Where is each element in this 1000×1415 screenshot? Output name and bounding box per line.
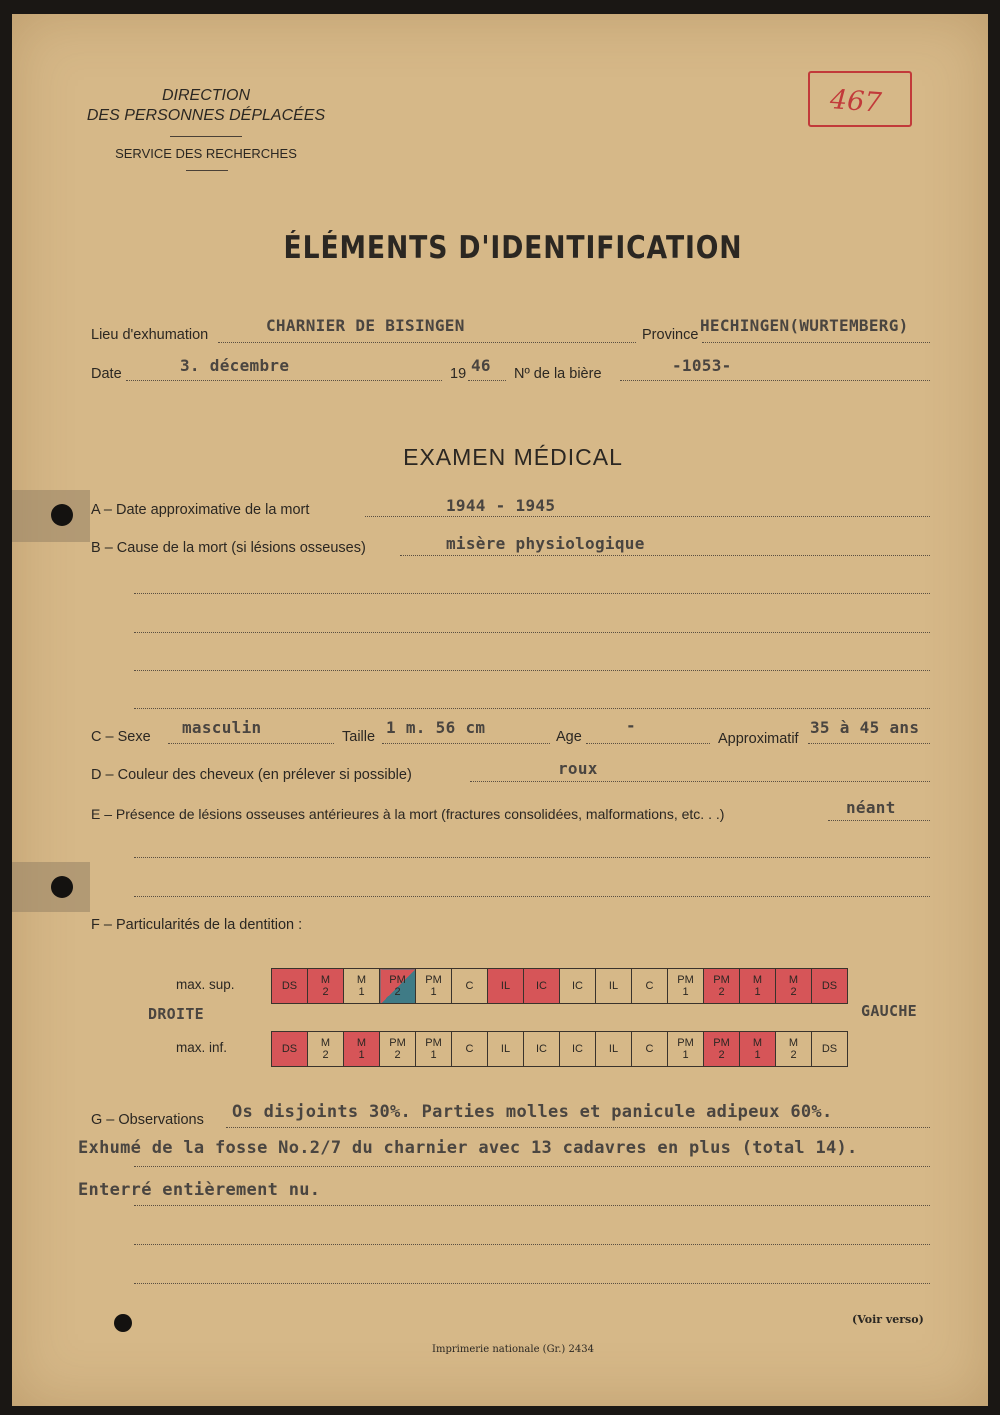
obs-line (226, 1127, 930, 1128)
taille-line (382, 743, 550, 744)
year-value: 46 (471, 356, 491, 375)
tooth-cell: PM 2 (380, 969, 416, 1004)
blank-line (134, 632, 930, 633)
lieu-value: CHARNIER DE BISINGEN (266, 316, 465, 335)
section-e-value: néant (846, 798, 896, 817)
lieu-label: Lieu d'exhumation (91, 327, 209, 343)
tooth-cell: PM 1 (416, 969, 452, 1004)
section-f-label: F – Particularités de la dentition : (91, 917, 303, 933)
section-a-value: 1944 - 1945 (446, 496, 556, 515)
section-b-value: misère physiologique (446, 534, 645, 553)
stamp-number: 467 (828, 84, 883, 119)
gauche-label: GAUCHE (861, 1002, 917, 1020)
tooth-cell: DS (812, 969, 848, 1004)
obs-line (134, 1205, 930, 1206)
section-g-label: G – Observations (91, 1112, 204, 1128)
biere-label: Nº de la bière (514, 366, 602, 382)
exam-title: EXAMEN MÉDICAL (403, 444, 623, 470)
tooth-cell: PM 1 (668, 969, 704, 1004)
droite-label: DROITE (148, 1005, 204, 1023)
section-d-value: roux (558, 759, 598, 778)
tooth-cell: M 1 (740, 1032, 776, 1067)
tooth-cell: PM 2 (380, 1032, 416, 1067)
tooth-cell: C (452, 969, 488, 1004)
blank-line (134, 708, 930, 709)
province-line (702, 342, 930, 343)
tooth-cell: M 1 (344, 1032, 380, 1067)
date-line (126, 380, 442, 381)
tooth-cell: IL (488, 1032, 524, 1067)
section-e-line (828, 820, 930, 821)
taille-value: 1 m. 56 cm (386, 718, 486, 737)
age-label: Age (556, 729, 582, 745)
section-a-line (365, 516, 930, 517)
punch-hole (114, 1314, 132, 1332)
tooth-cell: PM 2 (704, 1032, 740, 1067)
header-direction: DIRECTION (162, 87, 250, 104)
approx-line (808, 743, 930, 744)
dentition-lower-table (271, 1031, 848, 1067)
obs-line1: Os disjoints 30%. Parties molles et panicule adipeux 60%. (232, 1102, 833, 1122)
tooth-cell: IL (488, 969, 524, 1004)
header-personnes-deplacees: DES PERSONNES DÉPLACÉES (86, 107, 326, 124)
biere-line (620, 380, 930, 381)
age-value: - (626, 716, 636, 735)
tooth-cell: IC (560, 969, 596, 1004)
tooth-cell: M 2 (308, 1032, 344, 1067)
tooth-cell: IC (524, 1032, 560, 1067)
taille-label: Taille (342, 729, 376, 745)
year-prefix: 19 (450, 366, 467, 382)
tooth-cell: IC (560, 1032, 596, 1067)
section-c-sexe-label: C – Sexe (91, 729, 151, 745)
obs-line2: Exhumé de la fosse No.2/7 du charnier avec 13 cadavres en plus (total 14). (78, 1138, 858, 1158)
section-e-label: E – Présence de lésions osseuses antérieures à la mort (fractures consolidées, malformations, etc. . .) (91, 806, 725, 822)
max-inf-label: max. inf. (176, 1040, 228, 1055)
tooth-cell: M 2 (776, 1032, 812, 1067)
max-sup-label: max. sup. (176, 977, 235, 992)
section-a-label: A – Date approximative de la mort (91, 502, 310, 518)
tooth-cell: DS (812, 1032, 848, 1067)
blank-line (134, 857, 930, 858)
date-label: Date (91, 366, 122, 382)
blank-line (134, 1244, 930, 1245)
tooth-cell: DS (272, 969, 308, 1004)
tooth-cell: PM 1 (668, 1032, 704, 1067)
punch-hole (51, 504, 73, 526)
province-label: Province (642, 327, 699, 343)
blank-line (134, 896, 930, 897)
punch-hole (51, 876, 73, 898)
tooth-cell: M 1 (344, 969, 380, 1004)
blank-line (134, 1283, 930, 1284)
tooth-cell: M 1 (740, 969, 776, 1004)
obs-line (134, 1166, 930, 1167)
section-d-label: D – Couleur des cheveux (en prélever si possible) (91, 767, 412, 783)
sexe-value: masculin (182, 718, 262, 737)
voir-verso: (Voir verso) (852, 1313, 924, 1326)
blank-line (134, 670, 930, 671)
obs-line3: Enterré entièrement nu. (78, 1180, 321, 1200)
tooth-cell: IL (596, 969, 632, 1004)
imprimerie-footer: Imprimerie nationale (Gr.) 2434 (432, 1344, 594, 1355)
tooth-cell: C (632, 969, 668, 1004)
approx-label: Approximatif (718, 731, 799, 747)
date-value: 3. décembre (180, 356, 290, 375)
section-b-label: B – Cause de la mort (si lésions osseuses) (91, 540, 366, 556)
header-service: SERVICE DES RECHERCHES (115, 146, 297, 161)
age-line (586, 743, 710, 744)
tooth-cell: PM 1 (416, 1032, 452, 1067)
year-line (468, 380, 506, 381)
province-value: HECHINGEN(WURTEMBERG) (700, 316, 909, 335)
section-d-line (470, 781, 930, 782)
tooth-cell: M 2 (308, 969, 344, 1004)
tooth-cell: DS (272, 1032, 308, 1067)
sexe-line (168, 743, 334, 744)
page-title: ÉLÉMENTS D'IDENTIFICATION (283, 230, 743, 266)
biere-value: -1053- (672, 356, 732, 375)
section-b-line (400, 555, 930, 556)
header-rule (186, 170, 228, 171)
tooth-cell: C (632, 1032, 668, 1067)
approx-value: 35 à 45 ans (810, 718, 920, 737)
tooth-cell: IL (596, 1032, 632, 1067)
dentition-upper-table (271, 968, 848, 1004)
blank-line (134, 593, 930, 594)
lieu-line (218, 342, 636, 343)
tooth-cell: IC (524, 969, 560, 1004)
header-rule (170, 136, 242, 137)
tooth-cell: M 2 (776, 969, 812, 1004)
tooth-cell: C (452, 1032, 488, 1067)
tooth-cell: PM 2 (704, 969, 740, 1004)
